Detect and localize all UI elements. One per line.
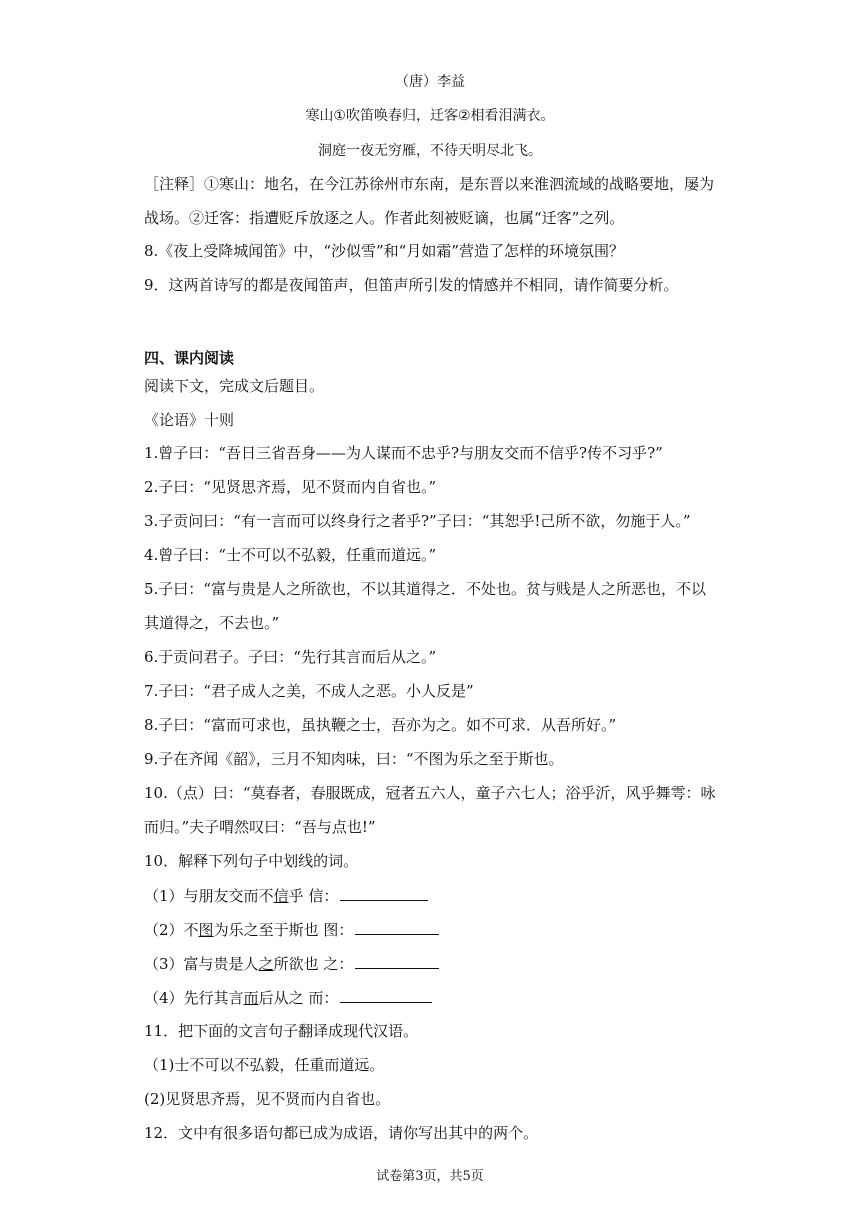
poem-verse-2: 洞庭一夜无穷雁，不待天明尽北飞。	[318, 143, 542, 159]
q10-item-3	[144, 953, 439, 974]
section-instruction: 阅读下文，完成文后题目。	[144, 377, 325, 395]
poem-note-line-1: ［注释］①寒山：地名，在今江苏徐州市东南，是东晋以来淮泗流域的战略要地，屡为	[144, 175, 715, 193]
q10-item-4-answer-blank[interactable]	[340, 987, 432, 1003]
q10-item-2-post: 为乐之至于斯也 图：	[213, 921, 354, 939]
q10-item-4-pre: （4）先行其言	[144, 989, 244, 1007]
passage-7: 7.子曰：“君子成人之美，不成人之恶。小人反是”	[144, 682, 474, 700]
q10-item-2-underlined: 图	[198, 921, 214, 939]
poem-verse-1: 寒山①吹笛唤春归，迁客②相看泪满衣。	[305, 108, 555, 124]
q10-item-4-underlined: 而	[243, 989, 259, 1007]
q10-item-1-pre: （1）与朋友交而不	[144, 887, 274, 905]
passage-1: 1.曾子曰：“吾日三省吾身——为人谋而不忠乎?与朋友交而不信乎?传不习乎?”	[144, 444, 663, 462]
q10-item-1-answer-blank[interactable]	[340, 885, 428, 901]
q11-item-1: （1)士不可以不弘毅，任重而道远。	[144, 1056, 385, 1074]
passage-4: 4.曾子曰：“士不可以不弘毅，任重而道远。”	[144, 546, 437, 564]
passage-9: 9.子在齐闻《韶》，三月不知肉味，曰：“不图为乐之至于斯也。	[144, 750, 564, 768]
q10-item-3-pre: （3）富与贵是人	[144, 955, 259, 973]
passage-5: 5.子曰：“富与贵是人之所欲也，不以其道得之．不处也。贫与贱是人之所恶也，不以	[144, 580, 706, 598]
passage-10: 10.（点）曰：“莫春者，春服既成，冠者五六人，童子六七人；浴乎沂，风乎舞雩：咏	[144, 784, 716, 802]
passage-10-cont: 而归。”夫子喟然叹曰：“吾与点也!”	[144, 818, 376, 836]
q10-item-3-answer-blank[interactable]	[355, 953, 439, 969]
passage-6: 6.于贡问君子。子曰：“先行其言而后从之。”	[144, 648, 437, 666]
q10-item-4-post: 后从之 而：	[258, 989, 339, 1007]
question-11: 11．把下面的文言句子翻译成现代汉语。	[144, 1022, 419, 1040]
passage-5-cont: 其道得之，不去也。”	[144, 614, 280, 632]
passage-2: 2.子曰：“见贤思齐焉，见不贤而内自省也。”	[144, 478, 437, 496]
q10-item-1	[144, 885, 428, 906]
q11-item-2: (2)见贤思齐焉，见不贤而内自省也。	[144, 1090, 391, 1108]
q10-item-2-answer-blank[interactable]	[355, 919, 439, 935]
q10-item-3-underlined: 之	[258, 955, 274, 973]
q10-item-2-pre: （2）不	[144, 921, 199, 939]
poem-author-line: （唐）李益	[395, 74, 465, 90]
q10-item-1-post: 乎 信：	[288, 887, 339, 905]
q10-item-2	[144, 919, 439, 940]
q10-item-3-post: 所欲也 之：	[273, 955, 354, 973]
question-9: 9．这两首诗写的都是夜闻笛声，但笛声所引发的情感并不相同，请作简要分析。	[144, 276, 679, 294]
page-footer: 试卷第3页，共5页	[376, 1169, 484, 1184]
q10-item-1-underlined: 信	[273, 887, 289, 905]
poem-note-line-2: 战场。②迁客：指遭贬斥放逐之人。作者此刻被贬谪，也属“迁客”之列。	[144, 209, 625, 227]
q10-item-4	[144, 987, 432, 1008]
question-8: 8.《夜上受降城闻笛》中，“沙似雪”和“月如霜”营造了怎样的环境氛围？	[144, 242, 624, 260]
text-title: 《论语》十则	[144, 411, 235, 429]
passage-8: 8.子曰：“富而可求也，虽执鞭之士，吾亦为之。如不可求．从吾所好。”	[144, 716, 617, 734]
question-10: 10．解释下列句子中划线的词。	[144, 852, 359, 870]
passage-3: 3.子贡问曰：“有一言而可以终身行之者乎?”子曰：“其恕乎!己所不欲，勿施于人。”	[144, 512, 691, 530]
section-heading: 四、课内阅读	[144, 349, 235, 367]
question-12: 12．文中有很多语句都已成为成语，请你写出其中的两个。	[144, 1124, 539, 1142]
